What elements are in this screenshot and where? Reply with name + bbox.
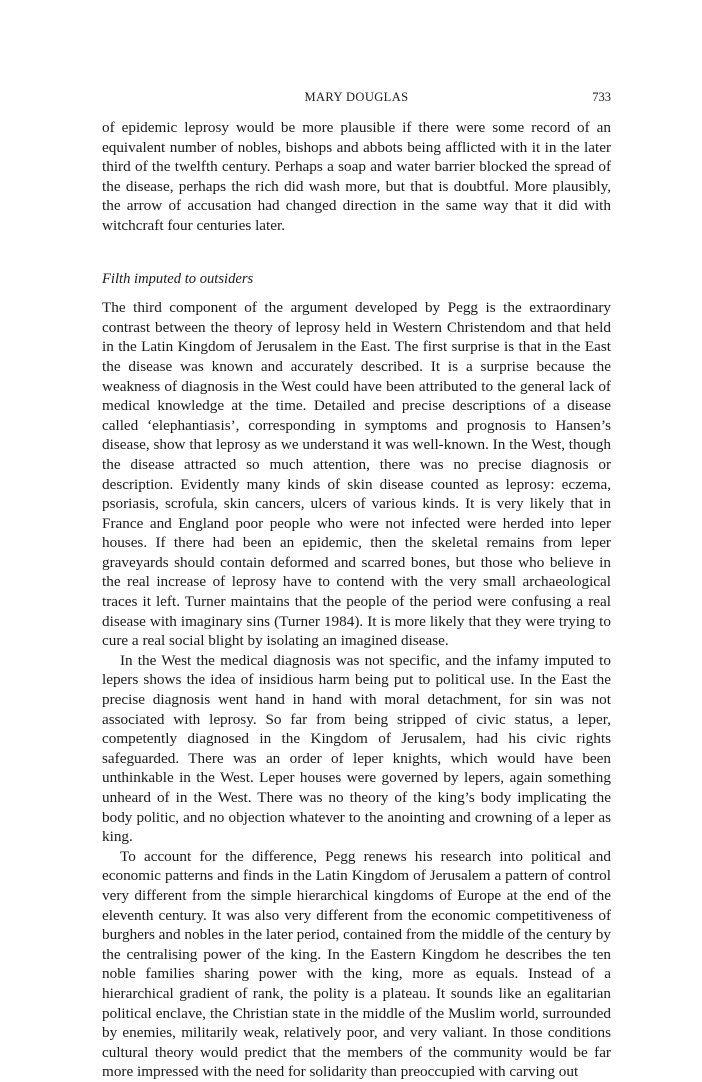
body-text: [102, 118, 611, 1082]
paragraph: The third component of the argument developed by Pegg is the extraordinary contrast between the theory of leprosy held in Western Christendom and that held in the Latin Kingdom of Jerusalem in the East. The first surprise is that in the East the disease was known and accurately described. It is a surprise because the weakness of diagnosis in the West could have been attributed to the general lack of medical knowledge at the time. Detailed and precise descriptions of a disease called ‘elephantiasis’, corresponding in symptoms and prognosis to Hansen’s disease, show that leprosy as we understand it was well-known. In the West, though the disease attracted so much attention, there was no precise diagnosis or description. Evidently many kinds of skin disease counted as leprosy: eczema, psoriasis, scrofula, skin cancers, ulcers of various kinds. It is very likely that in France and England poor people who were not infected were herded into leper houses. If there had been an epidemic, then the skeletal remains from leper graveyards should contain deformed and scarred bones, but those who believe in the real increase of leprosy have to contend with the very small archaeological traces it left. Turner maintains that the people of the period were confusing a real disease with imaginary sins (Turner 1984). It is more likely that they were trying to cure a real social blight by isolating an imagined disease.: [102, 299, 611, 650]
running-head: [102, 90, 611, 110]
running-head-author: MARY DOUGLAS: [304, 90, 409, 104]
page-number: 733: [592, 90, 611, 104]
paragraph: To account for the difference, Pegg renews his research into political and economic patterns and finds in the Latin Kingdom of Jerusalem a pattern of control very different from the simple hierarchical kingdoms of Europe at the end of the eleventh century. It was also very different from the economic competitiveness of burghers and nobles in the later period, contained from the middle of the century by the centralising power of the king. In the Eastern Kingdom he describes the ten noble families sharing power with the king, more as equals. Instead of a hierarchical gradient of rank, the polity is a plateau. It sounds like an egalitarian political enclave, the Christian state in the middle of the Muslim world, surrounded by enemies, militarily weak, relatively poor, and very valiant. In those conditions cultural theory would predict that the members of the community would be far more impressed with the need for solidarity than preoccupied with carving out: [102, 847, 611, 1081]
section-heading: Filth imputed to outsiders: [102, 270, 254, 287]
paragraph-continued: of epidemic leprosy would be more plausible if there were some record of an equivalent number of nobles, bishops and abbots being afflicted with it in the later third of the twelfth century. Perhaps a soap and water barrier blocked the spread of the disease, perhaps the rich did wash more, but that is doubtful. More plausibly, the arrow of accusation had changed direction in the same way that it did with witchcraft four centuries later.: [102, 119, 611, 234]
paragraph: In the West the medical diagnosis was not specific, and the infamy imputed to lepers shows the idea of insidious harm being put to political use. In the East the precise diagnosis went hand in hand with moral detachment, for sin was not associated with leprosy. So far from being stripped of civic status, a leper, competently diagnosed in the Kingdom of Jerusalem, had his civic rights safeguarded. There was an order of leper knights, which would have been unthinkable in the West. Leper houses were governed by lepers, again something unheard of in the West. There was no theory of the king’s body implicating the body politic, and no objection whatever to the anointing and crowning of a leper as king.: [102, 651, 611, 846]
